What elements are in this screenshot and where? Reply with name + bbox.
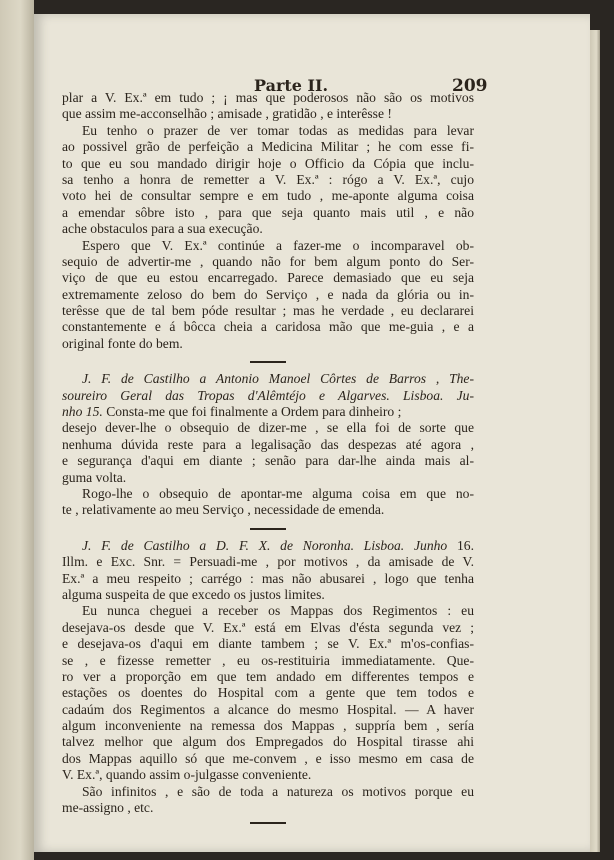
text-line: Espero que V. Ex.ª continúe a fazer-me o incomparavel ob- (82, 237, 474, 253)
text-line: Eu tenho o prazer de ver tomar todas as medidas para levar (82, 122, 474, 138)
facing-page-edge (0, 0, 34, 860)
text-line: ro ver a proporção em que tem andado em differentes tempos e (62, 668, 474, 684)
section-divider (250, 361, 286, 363)
text-line: sa tenho a honra de remetter a V. Ex.ª : rógo a V. Ex.ª, cujo (62, 171, 474, 187)
text-line: nenhuma dúvida reste para a legalisação das despezas até agora , (62, 436, 474, 452)
text-line: algum inconveniente na remessa dos Mappas , suppría bem , sería (62, 718, 474, 734)
text-line: e segurança d'aqui em diante ; senão para dar-lhe ainda mais al- (62, 453, 474, 469)
text-line: original fonte do bem. (62, 335, 183, 351)
text-line: talvez melhor que algum dos Empregados do Hospital tirasse ahi (62, 734, 474, 750)
text-line: se , e fizesse remetter , eu os-restituiria immediatamente. Que- (62, 652, 474, 668)
text-line: sequio de advertir-me , quando não for bem algum ponto do Ser- (62, 253, 474, 269)
page-number: 209 (452, 76, 488, 96)
text-line: dos Mappas aquillo só que me-convem , e isso mesmo em casa de (62, 750, 474, 766)
text-line: plar a V. Ex.ª em tudo ; ¡ mas que poderosos não são os motivos (62, 90, 474, 105)
letter-heading: J. F. de Castilho a D. F. X. de Noronha. Lisboa. Junho (82, 537, 448, 553)
letter-heading-line (62, 538, 474, 554)
text-line: que assim me-acconselhão ; amisade , gratidão , e interêsse ! (62, 106, 392, 122)
section-divider (250, 528, 286, 530)
text-line: voto hei de consultar sempre e em tudo , me-aponte alguma coisa (62, 188, 474, 204)
text-line: ao possivel grão de perfeição a Medicina Militar ; he com esse fi- (62, 139, 474, 155)
text-line: a emendar sôbre isto , para que seja quanto mais util , e não (62, 204, 474, 220)
text-line: extremamente zeloso do bem do Serviço , e nada da glória ou in- (62, 286, 474, 302)
text-line: e desejava-os d'aqui em diante tambem ; se V. Ex.ª m'os-confias- (62, 636, 474, 652)
text-line (62, 404, 474, 420)
letter-date: nho 15. (62, 404, 103, 420)
letter-heading: soureiro Geral das Tropas d'Alêmtéjo e Algarves. Lisboa. Ju- (62, 387, 474, 403)
text-line: guma volta. (62, 469, 127, 485)
page-text (62, 90, 474, 824)
text-line: desejava-os desde que V. Ex.ª está em Elvas d'ésta segunda vez ; (62, 619, 474, 635)
end-ornament (250, 822, 286, 824)
section-title: Parte II. (254, 76, 329, 95)
text-line: V. Ex.ª, quando assim o-julgasse conveniente. (62, 767, 312, 783)
text-line: São infinitos , e são de toda a natureza os motivos porque eu (82, 783, 474, 799)
text-line: to que eu sou mandado dirigir hoje o Officio da Cópia que inclu- (62, 155, 474, 171)
text-line: me-assigno , etc. (62, 800, 154, 816)
letter-heading: J. F. de Castilho a Antonio Manoel Côrtes de Barros , The- (82, 371, 474, 387)
text-line: estações os doentes do Hospital com a gente que tem todos e (62, 685, 474, 701)
letter-date: 16. (457, 537, 474, 553)
text-line: desejo dever-lhe o obsequio de dizer-me , se ella foi de sorte que (62, 420, 474, 436)
text-line: ache obstaculos para a sua execução. (62, 221, 263, 237)
text-line: Ex.ª a meu respeito ; carrégo : mas não abusarei , logo que tenha (62, 570, 474, 586)
text-line: constantemente e á bôcca cheia a caridosa mão que me-guia , e a (62, 319, 474, 335)
text-line: viço de que eu estou encarregado. Parece demasiado que eu seja (62, 270, 474, 286)
text-line: te , relativamente ao meu Serviço , necessidade de emenda. (62, 502, 385, 518)
text-line: alguma suspeita de que excedo os justos limites. (62, 586, 325, 602)
text-line: Eu nunca cheguei a receber os Mappas dos Regimentos : eu (82, 603, 474, 619)
text-line: cadaúm dos Regimentos a alcance do mesmo Hospital. — A haver (62, 701, 474, 717)
text-fragment: Consta-me que foi finalmente a Ordem para dinheiro ; (106, 404, 402, 420)
text-line: Rogo-lhe o obsequio de apontar-me alguma coisa em que no- (82, 485, 474, 501)
text-line: Illm. e Exc. Snr. = Persuadi-me , por motivos , da amisade de V. (62, 554, 474, 570)
text-line: terêsse que de tal bem póde resultar ; mas he verdade , eu declararei (62, 303, 474, 319)
